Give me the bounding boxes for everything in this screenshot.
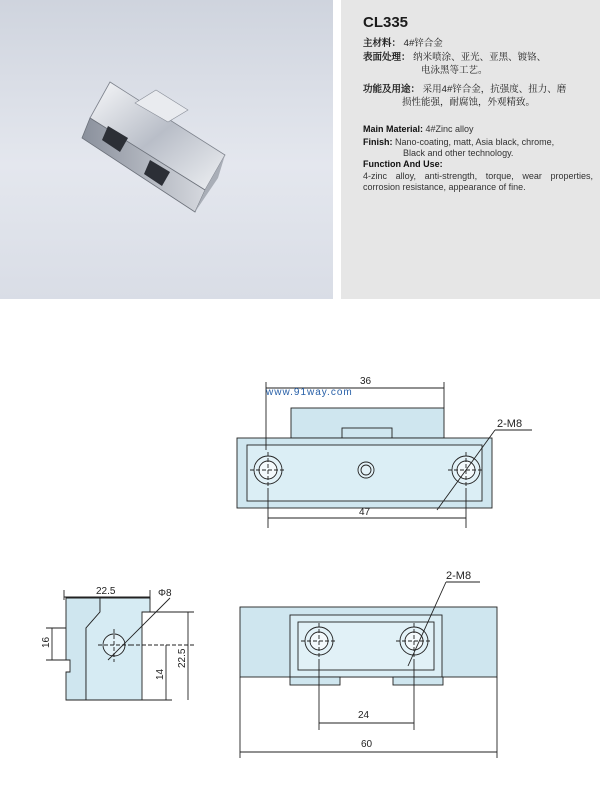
dim-60: 60 (361, 739, 373, 750)
dim-22-5-side: 22.5 (177, 648, 188, 668)
zh-function: 功能及用途： 采用4#锌合金，抗强度、扭力、磨 损性能强，耐腐蚀，外观精致。 (363, 84, 567, 108)
front-hole-label: 2-M8 (446, 570, 472, 582)
zh-finish: 表面处理： 纳米喷涂、亚光、亚黑、镀铬、 电泳黑等工艺。 (363, 52, 547, 76)
dim-14: 14 (155, 668, 166, 680)
en-finish: Finish: Nano-coating, matt, Asia black, chrome, Black and other technology. (363, 137, 555, 158)
dim-phi-8: Φ8 (158, 588, 172, 599)
model-title: CL335 (363, 14, 409, 31)
dim-22-5-top: 22.5 (96, 586, 116, 597)
dim-16: 16 (41, 636, 52, 648)
dim-36: 36 (360, 376, 372, 387)
top-view (237, 382, 532, 528)
side-view (46, 590, 194, 700)
en-function-title: Function And Use: (363, 159, 443, 169)
en-material: Main Material: 4#Zinc alloy (363, 124, 474, 134)
top-hole-label: 2-M8 (497, 418, 523, 430)
watermark: www.91way.com (266, 387, 353, 398)
dim-24: 24 (358, 710, 370, 721)
front-view (240, 582, 497, 758)
zh-material: 主材料： 4#锌合金 (363, 38, 443, 49)
en-function-body: 4-zinc alloy, anti-strength, torque, wear properties, corrosion resistance, appearance of fine. (363, 171, 593, 192)
dim-47: 47 (359, 507, 371, 518)
